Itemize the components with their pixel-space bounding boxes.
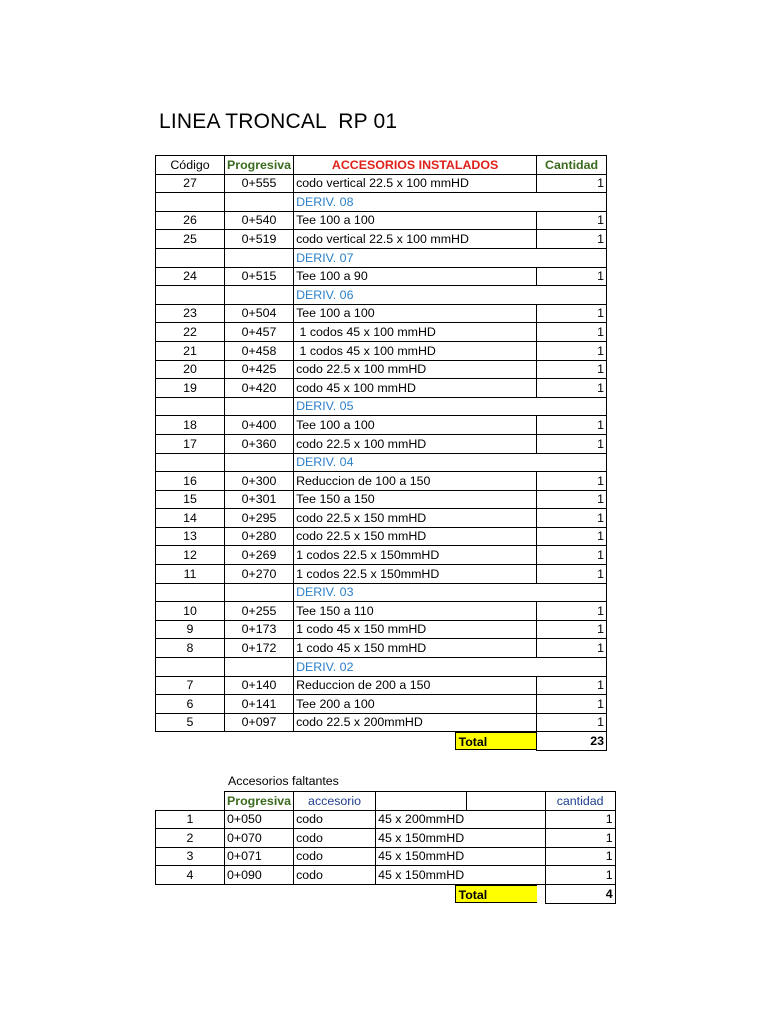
cell-medida: 45 x 150mmHD (376, 847, 467, 866)
cell-progresiva: 0+458 (225, 341, 294, 360)
cell-cantidad: 1 (537, 323, 607, 342)
cell-codigo: 9 (156, 620, 225, 639)
cell-accesorio: codo 22.5 x 150 mmHD (294, 509, 537, 528)
cell-progresiva: 0+295 (225, 509, 294, 528)
deriv-label: DERIV. 08 (294, 193, 607, 212)
deriv-row (156, 286, 607, 305)
table-row (156, 695, 607, 714)
cell-progresiva: 0+270 (225, 565, 294, 584)
deriv-label: DERIV. 05 (294, 397, 607, 416)
total-label: Total (455, 732, 537, 750)
cell-codigo: 26 (156, 211, 225, 230)
cell-cantidad: 1 (537, 490, 607, 509)
deriv-label: DERIV. 04 (294, 453, 607, 472)
cell-accesorio: 1 codos 22.5 x 150mmHD (294, 565, 537, 584)
cell-codigo: 12 (156, 546, 225, 565)
cell-progresiva: 0+140 (225, 676, 294, 695)
cell-cantidad: 1 (537, 509, 607, 528)
cell-cantidad: 1 (537, 434, 607, 453)
cell-accesorio: codo 45 x 100 mmHD (294, 379, 537, 398)
deriv-label: DERIV. 03 (294, 583, 607, 602)
cell-accesorio: Tee 200 a 100 (294, 695, 537, 714)
missing-accessories-title: Accesorios faltantes (228, 774, 339, 788)
cell-codigo: 27 (156, 174, 225, 193)
cell-accesorio: 1 codo 45 x 150 mmHD (294, 620, 537, 639)
cell-accesorio: codo 22.5 x 100 mmHD (294, 360, 537, 379)
cell-progresiva: 0+070 (225, 829, 294, 848)
missing-accessories-table (155, 791, 616, 904)
cell-codigo: 5 (156, 713, 225, 732)
cell-cantidad: 1 (537, 174, 607, 193)
table-row (156, 211, 607, 230)
cell-cantidad: 1 (537, 211, 607, 230)
cell-accesorio: codo (294, 847, 376, 866)
cell-accesorio: Reduccion de 200 a 150 (294, 676, 537, 695)
cell-codigo: 24 (156, 267, 225, 286)
cell-cantidad: 1 (537, 304, 607, 323)
cell-cantidad: 1 (537, 230, 607, 249)
table-row (156, 620, 607, 639)
header-progresiva: Progresiva (225, 792, 294, 811)
table-row (156, 639, 607, 658)
cell-codigo: 23 (156, 304, 225, 323)
table-row (156, 267, 607, 286)
header-accesorios: ACCESORIOS INSTALADOS (294, 156, 537, 175)
cell-progresiva: 0+300 (225, 472, 294, 491)
cell-codigo: 11 (156, 565, 225, 584)
deriv-row (156, 193, 607, 212)
deriv-row (156, 248, 607, 267)
cell-accesorio: Tee 150 a 150 (294, 490, 537, 509)
cell-cantidad: 1 (537, 620, 607, 639)
table-row (156, 829, 616, 848)
deriv-row (156, 453, 607, 472)
total-value: 23 (537, 732, 607, 751)
cell-num: 2 (156, 829, 225, 848)
header-cantidad: Cantidad (537, 156, 607, 175)
cell-progresiva: 0+071 (225, 847, 294, 866)
cell-accesorio: 1 codos 45 x 100 mmHD (294, 323, 537, 342)
cell-progresiva: 0+301 (225, 490, 294, 509)
cell-codigo: 22 (156, 323, 225, 342)
table-row (156, 509, 607, 528)
cell-codigo: 25 (156, 230, 225, 249)
table-header-row (156, 792, 616, 811)
cell-cantidad: 1 (537, 341, 607, 360)
cell-progresiva: 0+255 (225, 602, 294, 621)
table-row (156, 713, 607, 732)
cell-num: 4 (156, 866, 225, 885)
cell-progresiva: 0+425 (225, 360, 294, 379)
cell-accesorio: codo vertical 22.5 x 100 mmHD (294, 174, 537, 193)
cell-accesorio: Tee 100 a 90 (294, 267, 537, 286)
cell-progresiva: 0+097 (225, 713, 294, 732)
table-row (156, 546, 607, 565)
deriv-row (156, 658, 607, 677)
cell-medida: 45 x 150mmHD (376, 829, 467, 848)
cell-cantidad: 1 (537, 416, 607, 435)
table-row (156, 341, 607, 360)
cell-progresiva: 0+173 (225, 620, 294, 639)
cell-num: 3 (156, 847, 225, 866)
table-row (156, 676, 607, 695)
table-row (156, 472, 607, 491)
cell-accesorio: codo 22.5 x 200mmHD (294, 713, 537, 732)
cell-progresiva: 0+172 (225, 639, 294, 658)
deriv-row (156, 397, 607, 416)
cell-accesorio: codo 22.5 x 150 mmHD (294, 527, 537, 546)
cell-progresiva: 0+280 (225, 527, 294, 546)
cell-cantidad: 1 (537, 602, 607, 621)
cell-progresiva: 0+504 (225, 304, 294, 323)
cell-codigo: 17 (156, 434, 225, 453)
cell-progresiva: 0+420 (225, 379, 294, 398)
cell-progresiva: 0+050 (225, 810, 294, 829)
cell-accesorio: Tee 100 a 100 (294, 304, 537, 323)
cell-accesorio: codo (294, 829, 376, 848)
table-row (156, 304, 607, 323)
cell-progresiva: 0+400 (225, 416, 294, 435)
deriv-row (156, 583, 607, 602)
table-row (156, 847, 616, 866)
cell-cantidad: 1 (537, 695, 607, 714)
table-row (156, 416, 607, 435)
cell-accesorio: codo 22.5 x 100 mmHD (294, 434, 537, 453)
cell-progresiva: 0+457 (225, 323, 294, 342)
table-row (156, 434, 607, 453)
cell-codigo: 20 (156, 360, 225, 379)
deriv-label: DERIV. 06 (294, 286, 607, 305)
cell-cantidad: 1 (537, 472, 607, 491)
cell-codigo: 15 (156, 490, 225, 509)
total-label: Total (455, 885, 537, 903)
cell-codigo: 8 (156, 639, 225, 658)
cell-cantidad: 1 (537, 676, 607, 695)
table-row (156, 174, 607, 193)
header-accesorio: accesorio (294, 792, 376, 811)
cell-cantidad: 1 (537, 713, 607, 732)
table-row (156, 602, 607, 621)
total-value: 4 (545, 884, 615, 903)
cell-codigo: 21 (156, 341, 225, 360)
table-header-row (156, 156, 607, 175)
deriv-label: DERIV. 02 (294, 658, 607, 677)
cell-cantidad: 1 (537, 360, 607, 379)
cell-codigo: 6 (156, 695, 225, 714)
cell-progresiva: 0+360 (225, 434, 294, 453)
table-row (156, 866, 616, 885)
installed-accessories-table (155, 155, 607, 751)
cell-codigo: 18 (156, 416, 225, 435)
cell-codigo: 10 (156, 602, 225, 621)
cell-medida: 45 x 200mmHD (376, 810, 467, 829)
cell-cantidad: 1 (537, 267, 607, 286)
cell-cantidad: 1 (545, 866, 615, 885)
cell-accesorio: codo (294, 866, 376, 885)
cell-accesorio: 1 codo 45 x 150 mmHD (294, 639, 537, 658)
table-row (156, 527, 607, 546)
cell-progresiva: 0+141 (225, 695, 294, 714)
cell-codigo: 14 (156, 509, 225, 528)
cell-cantidad: 1 (537, 565, 607, 584)
cell-cantidad: 1 (537, 379, 607, 398)
cell-codigo: 13 (156, 527, 225, 546)
table-row (156, 230, 607, 249)
cell-accesorio: codo (294, 810, 376, 829)
header-codigo: Código (156, 156, 225, 175)
cell-progresiva: 0+519 (225, 230, 294, 249)
cell-accesorio: codo vertical 22.5 x 100 mmHD (294, 230, 537, 249)
cell-accesorio: 1 codos 22.5 x 150mmHD (294, 546, 537, 565)
total-row (156, 732, 607, 751)
cell-accesorio: Tee 100 a 100 (294, 211, 537, 230)
cell-codigo: 7 (156, 676, 225, 695)
table-row (156, 379, 607, 398)
cell-progresiva: 0+515 (225, 267, 294, 286)
table-row (156, 810, 616, 829)
cell-num: 1 (156, 810, 225, 829)
table-row (156, 490, 607, 509)
table-row (156, 565, 607, 584)
page-title: LINEA TRONCAL RP 01 (159, 110, 398, 133)
cell-cantidad: 1 (537, 546, 607, 565)
cell-cantidad: 1 (537, 527, 607, 546)
header-cantidad: cantidad (545, 792, 615, 811)
table-row (156, 360, 607, 379)
cell-accesorio: 1 codos 45 x 100 mmHD (294, 341, 537, 360)
cell-progresiva: 0+090 (225, 866, 294, 885)
cell-cantidad: 1 (545, 810, 615, 829)
cell-cantidad: 1 (545, 847, 615, 866)
header-progresiva: Progresiva (225, 156, 294, 175)
cell-cantidad: 1 (537, 639, 607, 658)
cell-progresiva: 0+269 (225, 546, 294, 565)
cell-accesorio: Tee 150 a 110 (294, 602, 537, 621)
cell-codigo: 16 (156, 472, 225, 491)
deriv-label: DERIV. 07 (294, 248, 607, 267)
table-row (156, 323, 607, 342)
cell-progresiva: 0+540 (225, 211, 294, 230)
cell-cantidad: 1 (545, 829, 615, 848)
cell-accesorio: Tee 100 a 100 (294, 416, 537, 435)
cell-medida: 45 x 150mmHD (376, 866, 467, 885)
total-row (156, 884, 616, 903)
cell-accesorio: Reduccion de 100 a 150 (294, 472, 537, 491)
cell-progresiva: 0+555 (225, 174, 294, 193)
cell-codigo: 19 (156, 379, 225, 398)
